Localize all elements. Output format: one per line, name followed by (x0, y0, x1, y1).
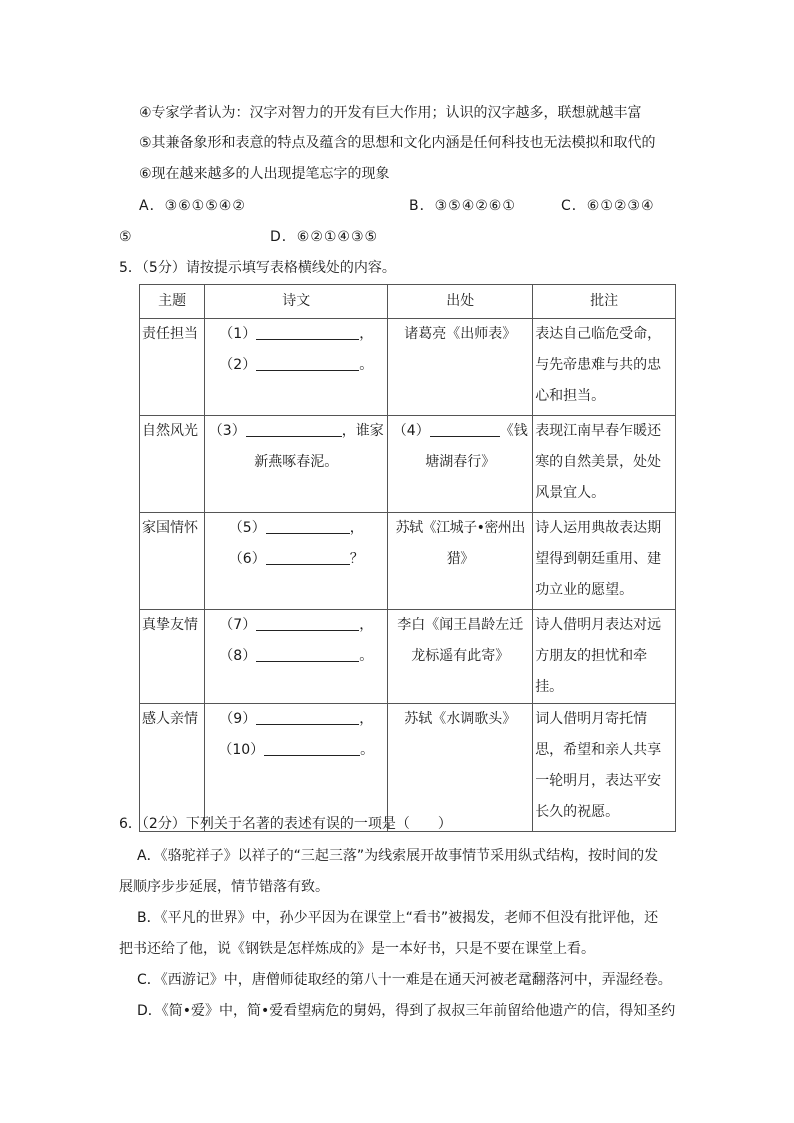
row-note: 词人借明月寄托情思，希望和亲人共享一轮明月，表达平安长久的祝愿。 (533, 704, 676, 832)
punct: ， (349, 520, 364, 536)
row-source (388, 416, 533, 513)
table-row (140, 610, 676, 704)
question-5-prompt: 5．（5分）请按提示填写表格横线处的内容。 (119, 260, 396, 276)
punct: ？ (349, 551, 364, 567)
blank-label-5: （5） (228, 520, 266, 536)
option-item-6: ⑥现在越来越多的人出现提笔忘字的现象 (139, 166, 390, 182)
blank-label-6: （6） (228, 551, 266, 567)
blank-5[interactable] (266, 517, 350, 534)
blank-label-4: （4） (392, 423, 430, 439)
blank-label-10: （10） (218, 742, 265, 758)
blank-label-2: （2） (219, 357, 257, 373)
table-row (140, 513, 676, 610)
row-poem (205, 319, 388, 416)
blank-6[interactable] (266, 548, 350, 565)
choice-c-continued: ⑤ (119, 229, 133, 245)
row-source: 李白《闻王昌龄左迁龙标遥有此寄》 (388, 610, 533, 704)
source-part: 《钱 (499, 423, 528, 439)
table-row (140, 319, 676, 416)
punct: 。 (359, 357, 374, 373)
blank-label-1: （1） (219, 326, 257, 342)
blank-label-9: （9） (219, 711, 257, 727)
option-b-line2: 把书还给了他，说《钢铁是怎样炼成的》是一本好书，只是不要在课堂上看。 (119, 941, 595, 957)
row-note: 诗人借明月表达对远方朋友的担忧和牵挂。 (533, 610, 676, 704)
row-source: 苏轼《江城子•密州出猎》 (388, 513, 533, 610)
choice-d: D．⑥②①④③⑤ (270, 229, 379, 245)
row-subject: 责任担当 (140, 319, 205, 416)
blank-9[interactable] (256, 708, 359, 725)
row-poem (205, 416, 388, 513)
punct: 。 (360, 742, 375, 758)
blank-2[interactable] (256, 354, 359, 371)
blank-8[interactable] (256, 645, 359, 662)
choice-a: A．③⑥①⑤④② (139, 198, 246, 214)
poetry-table (139, 284, 676, 832)
table-row (140, 416, 676, 513)
table-header-row (140, 285, 676, 319)
blank-label-8: （8） (219, 648, 257, 664)
blank-1[interactable] (256, 323, 359, 340)
row-subject: 家国情怀 (140, 513, 205, 610)
header-note: 批注 (533, 285, 676, 319)
punct: ， (359, 326, 374, 342)
table-row (140, 704, 676, 832)
row-source: 苏轼《水调歌头》 (388, 704, 533, 832)
row-subject: 感人亲情 (140, 704, 205, 832)
choice-c: C．⑥①②③④ (561, 198, 655, 214)
option-item-4: ④专家学者认为：汉字对智力的开发有巨大作用；认识的汉字越多，联想就越丰富 (139, 105, 642, 121)
punct: ，谁家 (341, 423, 384, 439)
row-note: 诗人运用典故表达期望得到朝廷重用、建功立业的愿望。 (533, 513, 676, 610)
row-note: 表现江南早春乍暖还寒的自然美景，处处风景宜人。 (533, 416, 676, 513)
blank-label-7: （7） (219, 617, 257, 633)
punct: ， (359, 617, 374, 633)
row-poem (205, 513, 388, 610)
header-subject: 主题 (140, 285, 205, 319)
row-poem (205, 704, 388, 832)
header-poem: 诗文 (205, 285, 388, 319)
choice-b: B．③⑤④②⑥① (409, 198, 516, 214)
blank-3[interactable] (246, 420, 342, 437)
blank-7[interactable] (256, 614, 359, 631)
option-d-line1: D．《简•爱》中，简•爱看望病危的舅妈，得到了叔叔三年前留给他遗产的信，得知圣约 (137, 1003, 676, 1019)
row-source: 诸葛亮《出师表》 (388, 319, 533, 416)
question-6-prompt: 6．（2分）下列关于名著的表述有误的一项是（ ） (119, 816, 452, 832)
option-a-line1: A．《骆驼祥子》以祥子的“三起三落”为线索展开故事情节采用纵式结构，按时间的发 (137, 848, 659, 864)
poem-line: 新燕啄春泥。 (254, 454, 339, 470)
blank-4[interactable] (430, 420, 500, 437)
option-b-line1: B．《平凡的世界》中，孙少平因为在课堂上“看书”被揭发，老师不但没有批评他，还 (137, 910, 659, 926)
blank-label-3: （3） (208, 423, 246, 439)
option-a-line2: 展顺序步步延展，情节错落有致。 (119, 879, 329, 895)
punct: 。 (359, 648, 374, 664)
header-source: 出处 (388, 285, 533, 319)
row-subject: 真挚友情 (140, 610, 205, 704)
row-subject: 自然风光 (140, 416, 205, 513)
blank-10[interactable] (264, 739, 360, 756)
row-poem (205, 610, 388, 704)
row-note: 表达自己临危受命，与先帝患难与共的忠心和担当。 (533, 319, 676, 416)
punct: ， (359, 711, 374, 727)
option-item-5: ⑤其兼备象形和表意的特点及蕴含的思想和文化内涵是任何科技也无法模拟和取代的 (139, 135, 656, 151)
option-c: C．《西游记》中，唐僧师徒取经的第八十一难是在通天河被老鼋翻落河中，弄湿经卷。 (137, 972, 672, 988)
source-part: 塘湖春行》 (425, 454, 496, 470)
